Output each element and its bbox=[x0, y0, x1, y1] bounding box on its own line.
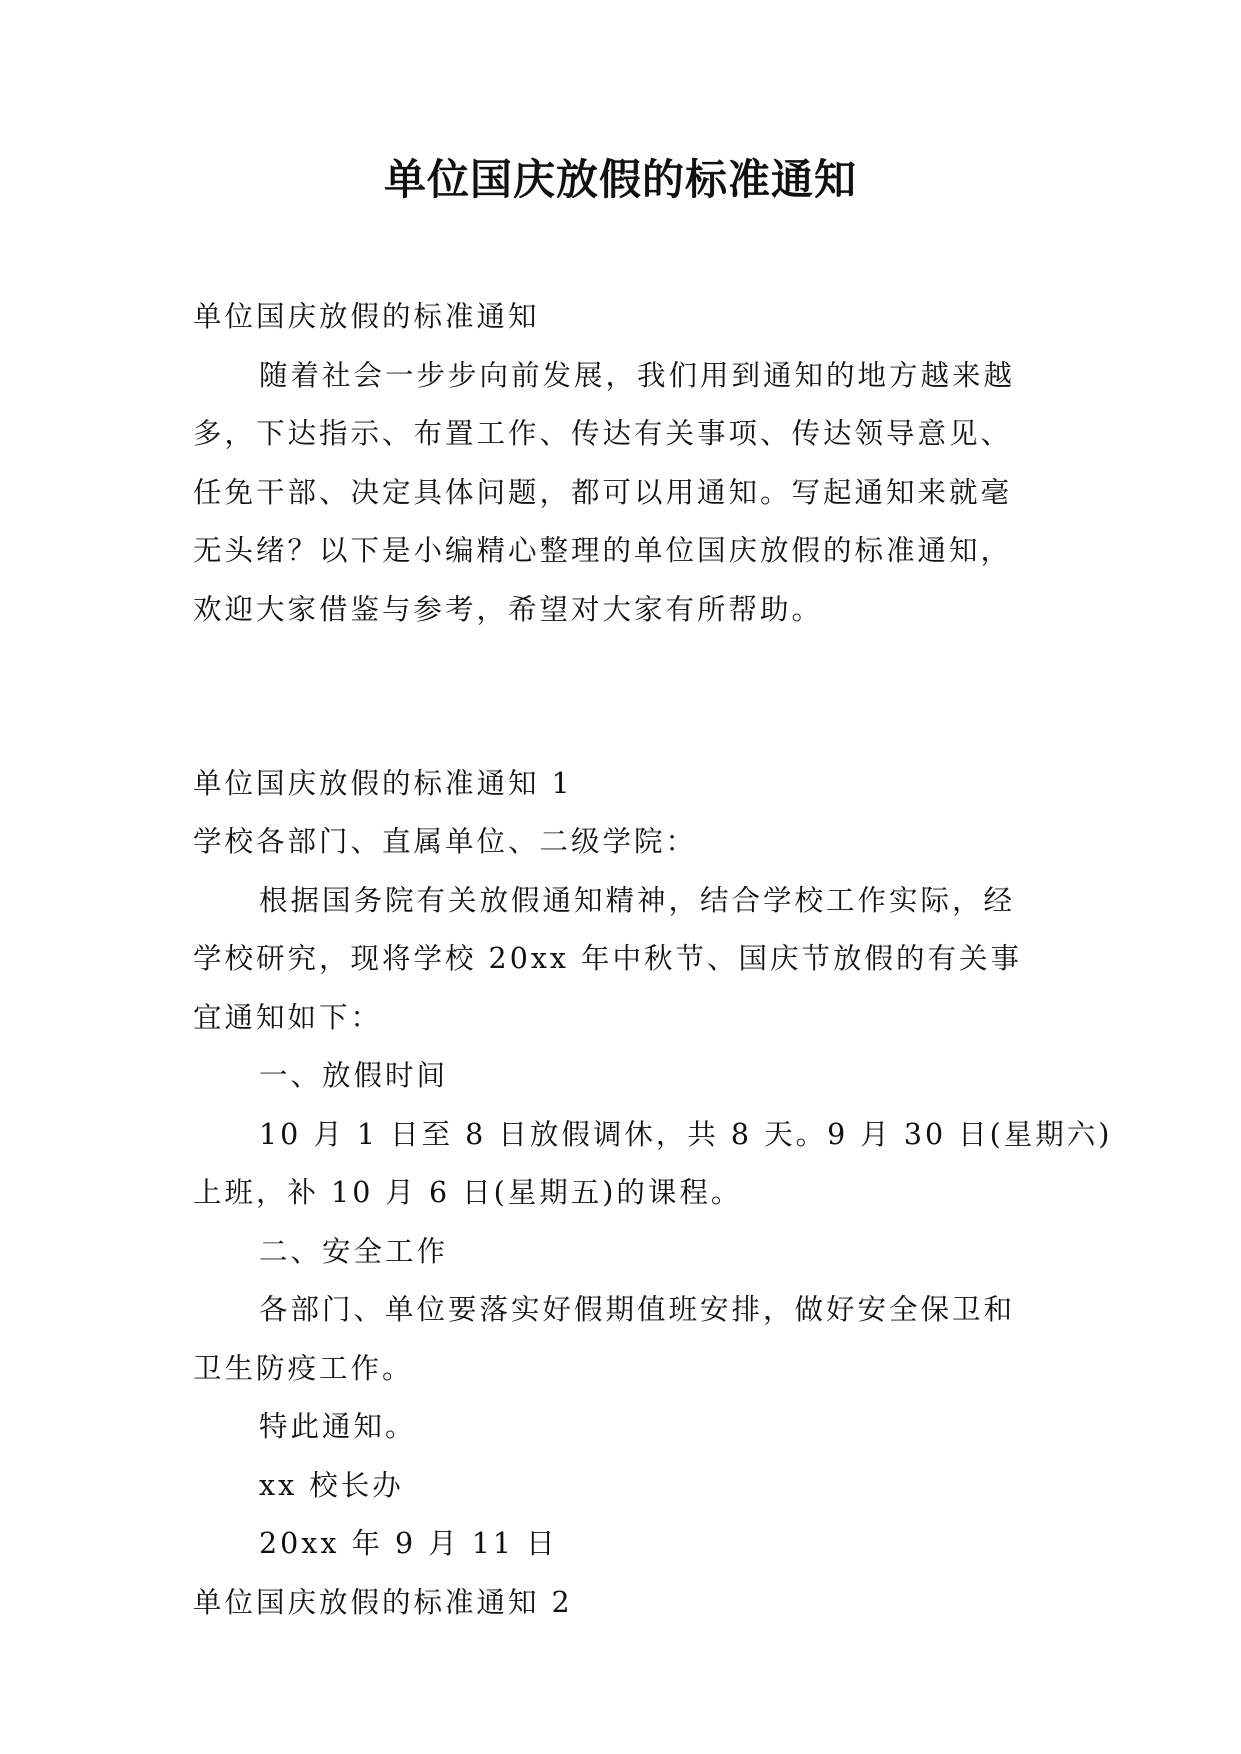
text-line: 单位国庆放假的标准通知 2 bbox=[193, 1585, 573, 1619]
text-line: 学校研究，现将学校 20xx 年中秋节、国庆节放假的有关事 bbox=[193, 942, 1023, 975]
text-line: 根据国务院有关放假通知精神，结合学校工作实际，经 bbox=[259, 883, 1016, 917]
text-line: 宜通知如下： bbox=[193, 1000, 383, 1034]
text-line: 卫生防疫工作。 bbox=[193, 1351, 414, 1385]
document-title: 单位国庆放假的标准通知 bbox=[383, 155, 857, 204]
text-line: 无头绪？以下是小编精心整理的单位国庆放假的标准通知， bbox=[193, 534, 1013, 567]
text-line: xx 校长办 bbox=[259, 1468, 404, 1502]
text-line: 学校各部门、直属单位、二级学院： bbox=[193, 825, 698, 858]
text-line: 上班，补 10 月 6 日(星期五)的课程。 bbox=[193, 1176, 743, 1209]
text-line: 10 月 1 日至 8 日放假调休，共 8 天。9 月 30 日(星期六) bbox=[259, 1117, 1113, 1151]
text-line: 一、放假时间 bbox=[259, 1059, 449, 1092]
text-line: 随着社会一步步向前发展，我们用到通知的地方越来越 bbox=[259, 358, 1016, 392]
document-body bbox=[193, 288, 1113, 1632]
text-line: 单位国庆放假的标准通知 1 bbox=[193, 766, 573, 800]
text-line: 20xx 年 9 月 11 日 bbox=[259, 1527, 558, 1560]
text-line: 特此通知。 bbox=[259, 1410, 417, 1443]
text-line: 各部门、单位要落实好假期值班安排，做好安全保卫和 bbox=[259, 1293, 1016, 1326]
text-line: 任免干部、决定具体问题，都可以用通知。写起通知来就毫 bbox=[193, 475, 1013, 509]
text-line: 单位国庆放假的标准通知 bbox=[193, 300, 540, 333]
text-line: 多，下达指示、布置工作、传达有关事项、传达领导意见、 bbox=[193, 417, 1013, 450]
text-line: 欢迎大家借鉴与参考，希望对大家有所帮助。 bbox=[193, 592, 824, 626]
paragraph-gap bbox=[193, 668, 1073, 727]
text-line: 二、安全工作 bbox=[259, 1234, 449, 1268]
